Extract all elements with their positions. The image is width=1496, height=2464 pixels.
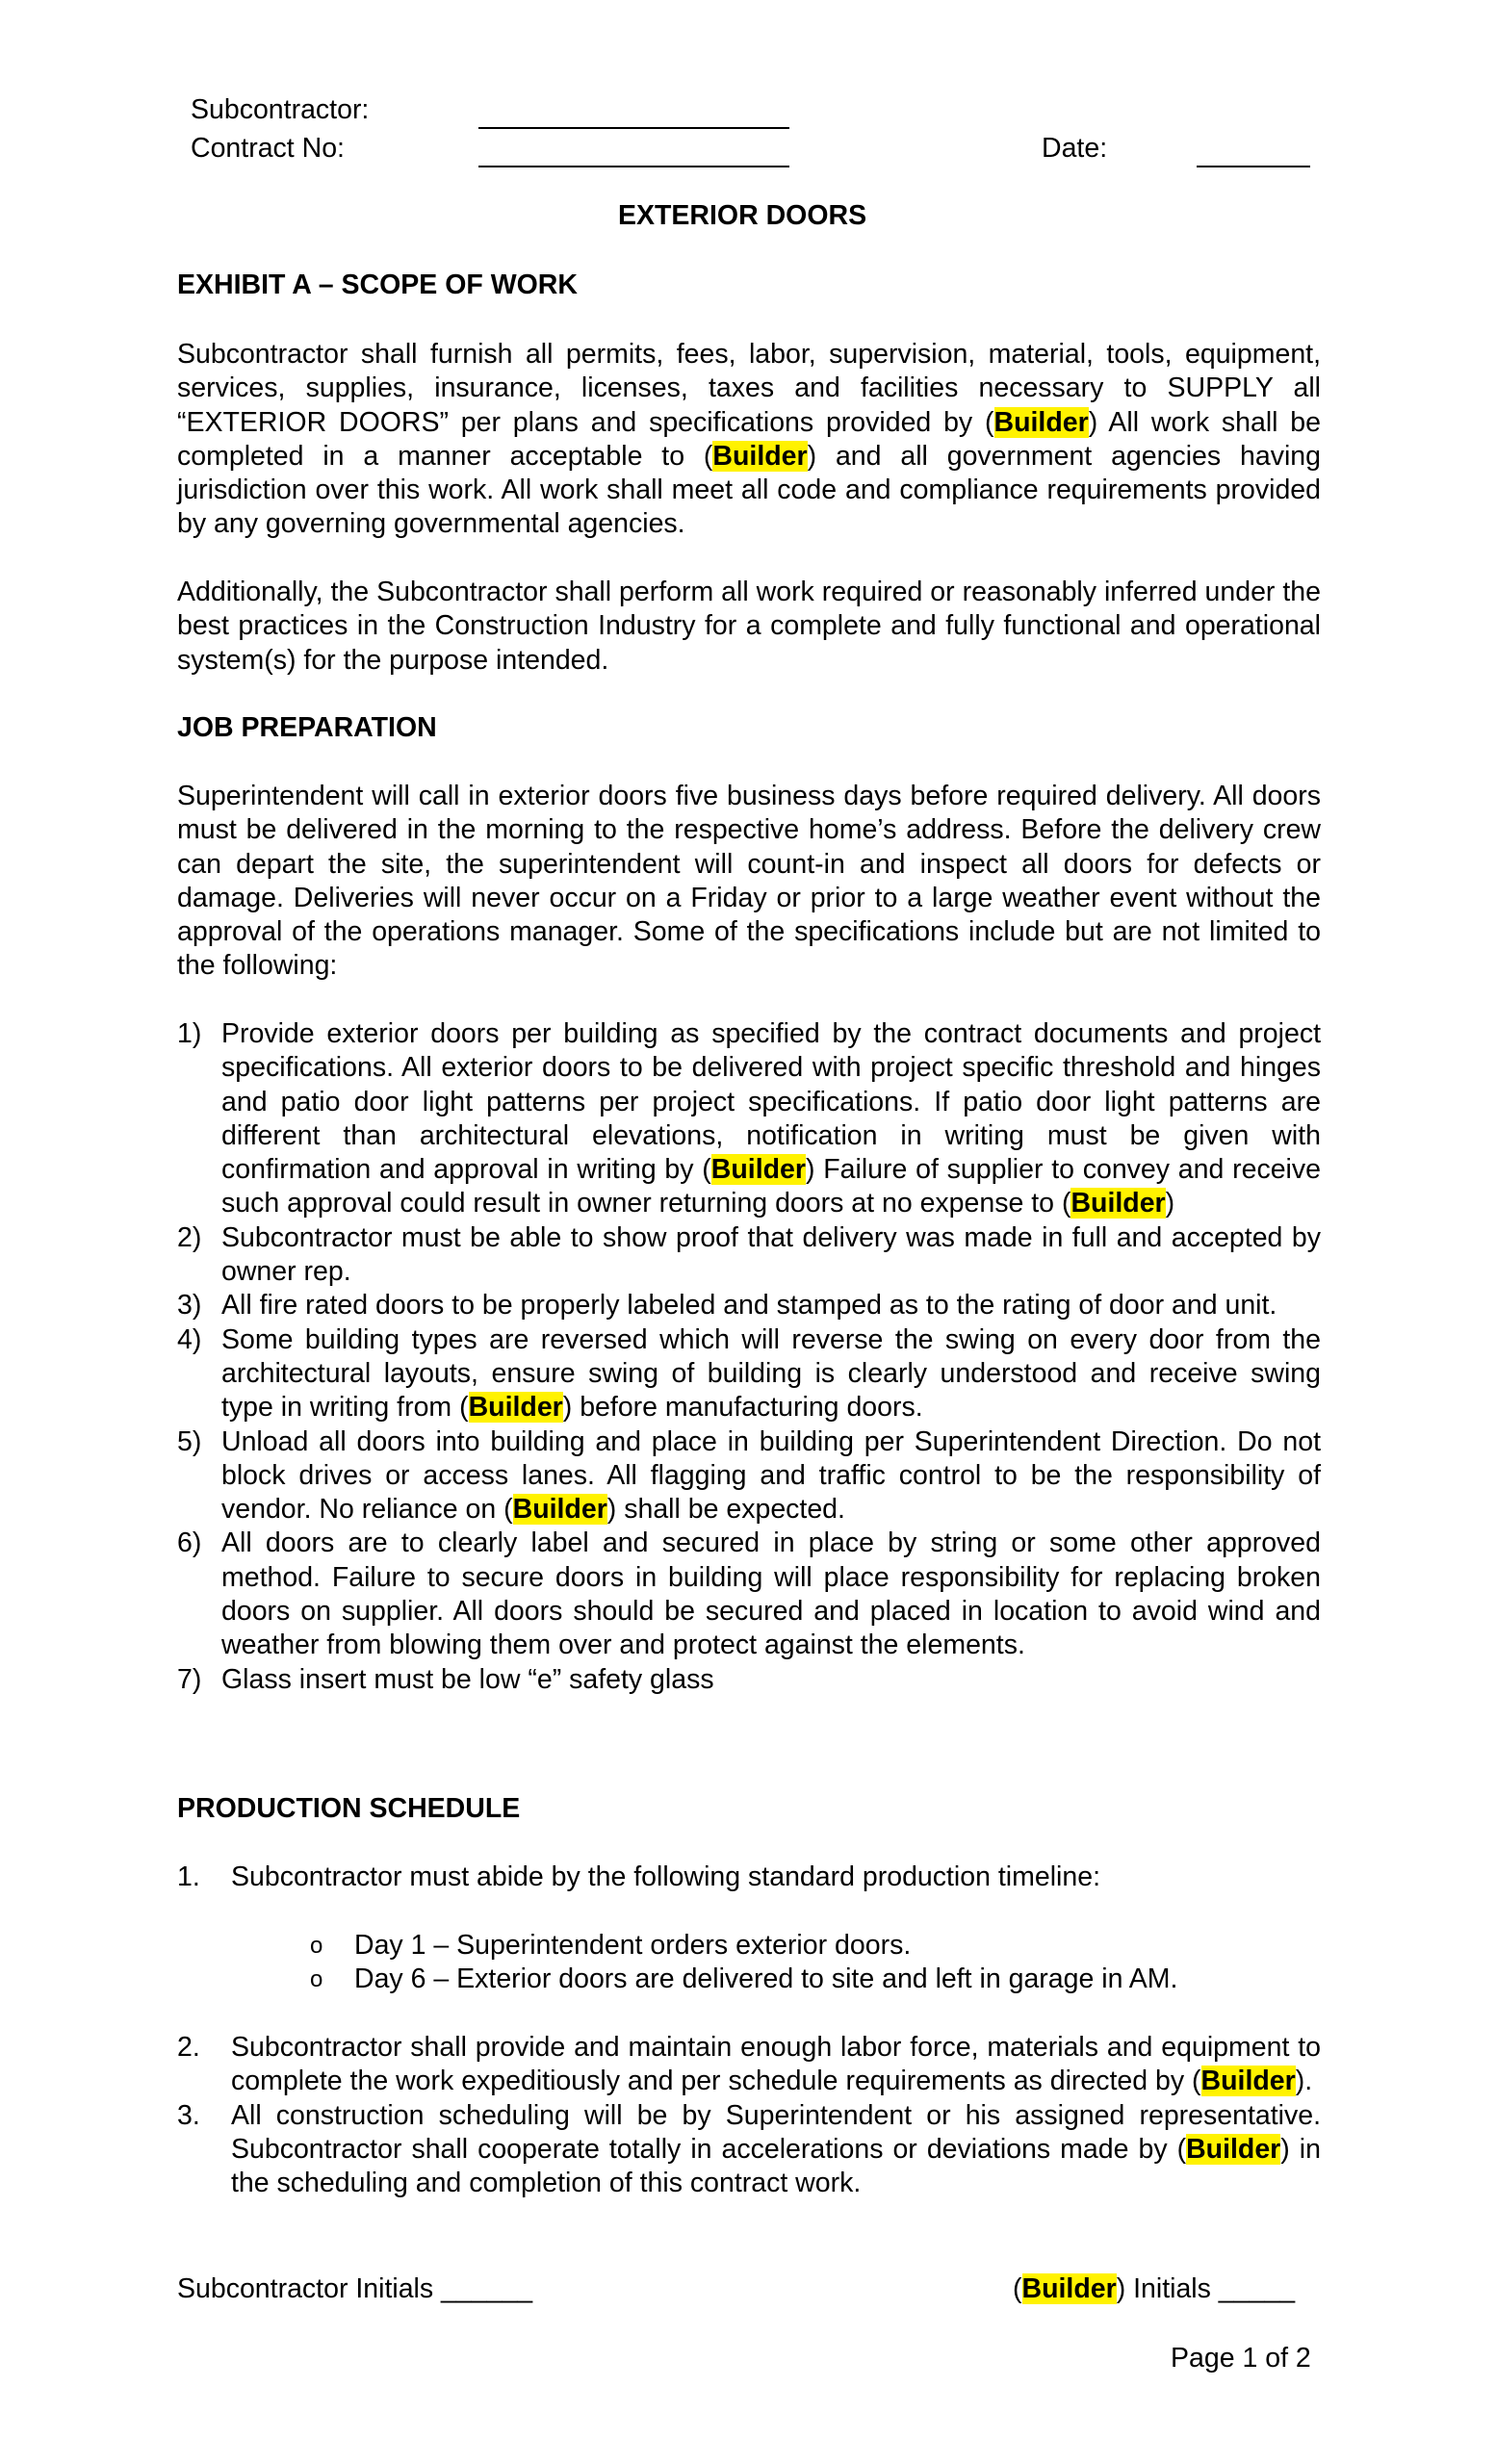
list-item: 7) Glass insert must be low “e” safety glass <box>177 1663 714 1695</box>
builder-highlight: Builder <box>710 1154 806 1186</box>
document-title: EXTERIOR DOORS <box>618 200 867 231</box>
job-preparation-heading: JOB PREPARATION <box>177 712 437 743</box>
production-schedule-heading: PRODUCTION SCHEDULE <box>177 1793 521 1824</box>
scope-paragraph-1: Subcontractor shall furnish all permits, fees, labor, supervision, material, tools, equipment, services, supplies, insurance, licenses, taxes and facilities necessary to SUPPLY all “EXTERIOR DOORS” per plans and specifications provided by (Builder) All work shall be completed in a manner acceptable to (Builder) and all government agencies having jurisdiction over this work. All work shall meet all code and compliance requirements provided by any governing governmental agencies. <box>177 339 1321 540</box>
exhibit-heading: EXHIBIT A – SCOPE OF WORK <box>177 270 578 300</box>
builder-highlight: Builder <box>1200 2066 1296 2097</box>
contract-no-label: Contract No: <box>191 133 345 164</box>
builder-highlight: Builder <box>512 1494 607 1526</box>
timeline-item: o Day 1 – Superintendent orders exterior doors. <box>310 1929 1177 1963</box>
production-items-2-3 <box>177 2031 1321 2200</box>
timeline-item: o Day 6 – Exterior doors are delivered to site and left in garage in AM. <box>310 1963 1177 1996</box>
list-item: 6) All doors are to clearly label and secured in place by string or some other approved method. Failure to secure doors in building will place responsibility for replacing broken doors on supplier. All doors should be secured and placed in location to avoid wind and weather from blowing them over and protect against the elements. <box>177 1527 1321 1661</box>
builder-highlight: Builder <box>1070 1188 1166 1219</box>
list-item: 3) All fire rated doors to be properly labeled and stamped as to the rating of door and unit. <box>177 1290 1277 1322</box>
builder-highlight: Builder <box>712 440 808 472</box>
job-preparation-intro: Superintendent will call in exterior doors five business days before required delivery. All doors must be delivered in the morning to the respective home’s address. Before the delivery crew can depart the site, the superintendent will count-in and inspect all doors for defects or damage. Deliveries will never occur on a Friday or prior to a large weather event without the approval of the operations manager. Some of the specifications include but are not limited to the following: <box>177 781 1321 982</box>
date-label: Date: <box>1042 133 1108 164</box>
scope-paragraph-2: Additionally, the Subcontractor shall perform all work required or reasonably inferred under the best practices in the Construction Industry for a complete and fully functional and operational system(s) for the purpose intended. <box>177 577 1321 676</box>
list-item: 5) Unload all doors into building and place in building per Superintendent Direction. Do not block drives or access lanes. All flagging and traffic control to be the responsibility of vendor. No reliance on (Builder) shall be expected. <box>177 1425 1321 1526</box>
list-item: 4) Some building types are reversed which will reverse the swing on every door from the architectural layouts, ensure swing of building is clearly understood and receive swing type in writing from (Builder) before manufacturing doors. <box>177 1323 1321 1424</box>
builder-highlight: Builder <box>993 406 1089 438</box>
builder-initials: (Builder) Initials _____ <box>1013 2273 1296 2304</box>
bullet-icon: o <box>310 1966 323 1993</box>
list-item: 2. Subcontractor shall provide and maintain enough labor force, materials and equipment to complete the work expeditiously and per schedule requirements as directed by (Builder). <box>177 2032 1321 2097</box>
builder-highlight: Builder <box>1186 2133 1281 2165</box>
page-number: Page 1 of 2 <box>1171 2343 1311 2374</box>
list-item: 3. All construction scheduling will be by Superintendent or his assigned representative. Subcontractor shall cooperate totally in accelerations or deviations made by (Builder) in the scheduling and completion of this contract work. <box>177 2099 1321 2199</box>
date-field[interactable] <box>1197 142 1310 167</box>
timeline-list <box>310 1929 1177 1997</box>
bullet-icon: o <box>310 1933 323 1959</box>
subcontractor-field[interactable] <box>478 104 789 129</box>
builder-highlight: Builder <box>1021 2273 1117 2304</box>
builder-highlight: Builder <box>468 1392 563 1424</box>
production-item-1 <box>177 1861 1321 1894</box>
job-preparation-list <box>177 1017 1321 1697</box>
list-item: 1. Subcontractor must abide by the following standard production timeline: <box>177 1861 1101 1892</box>
subcontractor-label: Subcontractor: <box>191 94 370 125</box>
list-item: 1) Provide exterior doors per building as specified by the contract documents and project specifications. All exterior doors to be delivered with project specific threshold and hinges and patio door light patterns per project specifications. If patio door light patterns are different than architectural elevations, notification in writing must be given with confirmation and approval in writing by (Builder) Failure of supplier to convey and receive such approval could result in owner returning doors at no expense to (Builder) <box>177 1018 1321 1219</box>
contract-no-field[interactable] <box>478 142 789 167</box>
list-item: 2) Subcontractor must be able to show proof that delivery was made in full and accepted by owner rep. <box>177 1221 1321 1288</box>
subcontractor-initials: Subcontractor Initials ______ <box>177 2273 533 2304</box>
